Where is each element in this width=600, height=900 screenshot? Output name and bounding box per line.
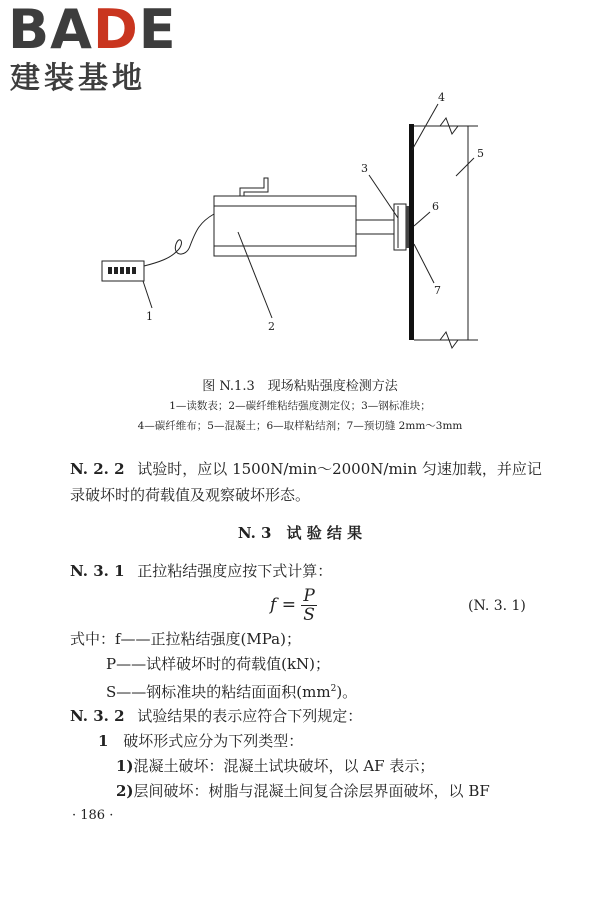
label-3: 3: [361, 162, 368, 175]
equation-lhs: f =: [270, 595, 302, 615]
clause-n32: [70, 705, 362, 727]
equation: [270, 587, 317, 624]
clause-number: N. 3. 1: [70, 562, 125, 580]
clause-n22: [70, 458, 542, 480]
equation-numerator: P: [303, 586, 315, 606]
label-7: 7: [434, 284, 441, 297]
figure-legend-line1: 1—读数表；2—碳纤维粘结强度测定仪；3—钢标准块；: [169, 400, 431, 412]
clause-text: 正拉粘结强度应按下式计算：: [137, 562, 333, 580]
test-apparatus-diagram: [0, 0, 600, 370]
where-s-text: S——钢标准块的粘结面面积(mm: [106, 683, 331, 701]
item-text: 破坏形式应分为下列类型：: [123, 732, 304, 750]
where-line-f: 式中：f——正拉粘结强度(MPa)；: [70, 630, 301, 648]
equation-denominator: S: [303, 605, 315, 625]
subitem-number: 1): [116, 757, 134, 775]
where-line-p: P——试样破坏时的荷载值(kN)；: [106, 655, 331, 673]
where-s-end: )。: [336, 683, 358, 701]
subitem-text: 层间破坏：树脂与混凝土间复合涂层界面破坏，以 BF: [133, 782, 490, 800]
clause-number: N. 2. 2: [70, 460, 125, 478]
equation-fraction: [301, 587, 316, 624]
subitem-2: [116, 780, 490, 802]
carbon-fiber-sheet: [409, 124, 414, 340]
where-line-s: [106, 678, 357, 703]
subitem-1: [116, 755, 434, 777]
tester-body: [214, 196, 356, 256]
where-s-superscript: 2: [330, 684, 337, 694]
logo-text-e: E: [138, 0, 177, 61]
clause-n31: [70, 560, 332, 582]
brand-subtitle: 建装基地: [10, 61, 146, 96]
label-4: 4: [438, 91, 445, 104]
subitem-number: 2): [116, 782, 134, 800]
steel-block: [394, 204, 406, 250]
figure-legend-line2: 4—碳纤维布；5—混凝土；6—取样粘结剂；7—预切缝 2mm～3mm: [137, 420, 463, 432]
item-number: 1: [98, 732, 109, 750]
label-5: 5: [477, 147, 484, 160]
meter-cable: [144, 214, 214, 266]
label-2: 2: [268, 320, 275, 333]
clause-text: 试验结果的表示应符合下列规定：: [137, 707, 363, 725]
subitem-text: 混凝土破坏：混凝土试块破坏，以 AF 表示；: [133, 757, 435, 775]
clause-n22-cont: 录破坏时的荷载值及观察破坏形态。: [70, 486, 311, 504]
clause-number: N. 3. 2: [70, 707, 125, 725]
logo-text-ba: BA: [8, 0, 93, 61]
clause-text: 试验时，应以 1500N/min～2000N/min 匀速加载，并应记: [137, 460, 542, 478]
item-1: [98, 730, 303, 752]
equation-number: (N. 3. 1): [468, 598, 526, 614]
logo-text-d: D: [92, 0, 139, 61]
tester-handle: [240, 178, 268, 196]
label-6: 6: [432, 200, 439, 213]
page-number: · 186 ·: [72, 808, 114, 823]
section-heading: N. 3 试 验 结 果: [237, 524, 363, 542]
label-1: 1: [146, 310, 153, 323]
figure-caption: 图 N.1.3 现场粘贴强度检测方法: [202, 379, 398, 394]
